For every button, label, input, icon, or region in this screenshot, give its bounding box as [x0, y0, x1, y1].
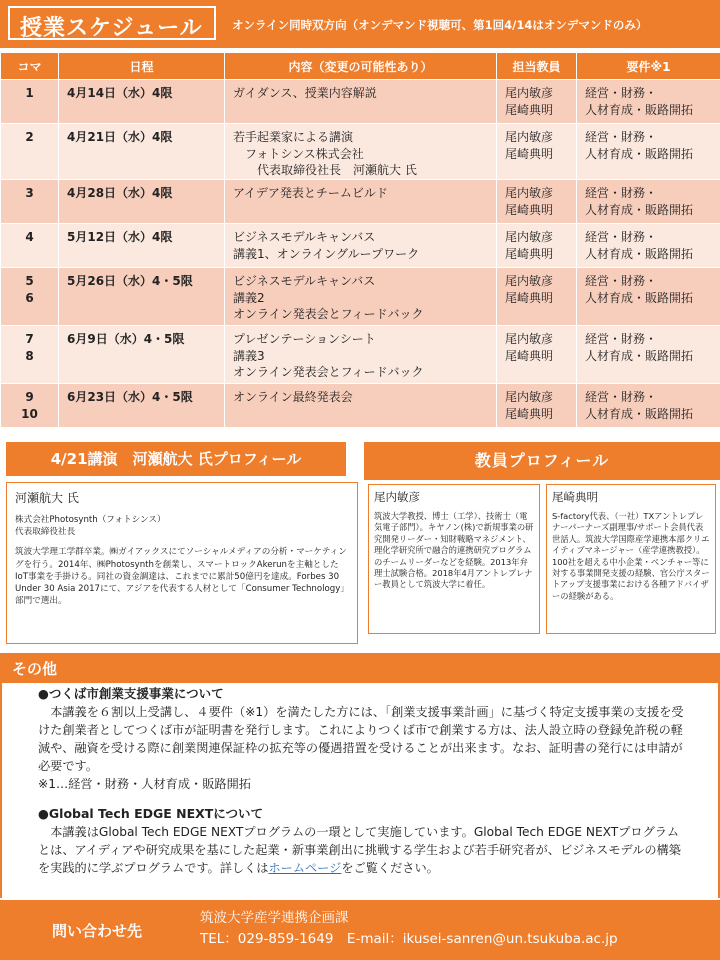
session-teacher-line: 尾内敏彦 — [505, 332, 554, 346]
session-date: 5月12日（水）4限 — [59, 224, 225, 268]
session-number-line: 3 — [25, 186, 34, 200]
session-requirements-line: 経営・財務・ — [585, 274, 658, 288]
session-content — [225, 224, 497, 268]
session-teacher-line: 尾内敏彦 — [505, 86, 554, 100]
session-teacher-line: 尾崎典明 — [505, 406, 554, 421]
column-header-content: 内容（変更の可能性あり） — [225, 53, 497, 80]
session-requirements-line: 経営・財務・ — [585, 390, 658, 404]
session-content-line: アイデア発表とチームビルド — [233, 186, 388, 200]
guest-affiliation-line-2: 代表取締役社長 — [15, 527, 76, 538]
session-teacher-line: 尾崎典明 — [505, 146, 554, 161]
column-header-teacher: 担当教員 — [497, 53, 577, 80]
session-content-line: 講義1、オンライングループワーク — [233, 246, 420, 261]
session-number — [1, 124, 59, 180]
schedule-row — [1, 224, 720, 268]
column-header-date: 日程 — [59, 53, 225, 80]
session-teacher — [497, 180, 577, 224]
session-content-line: フォトシンス株式会社 — [233, 146, 364, 161]
session-requirements — [577, 180, 720, 224]
other-section-bar — [0, 653, 720, 683]
session-requirements-line: 人材育成・販路開拓 — [585, 146, 694, 161]
session-number-line: 1 — [25, 86, 34, 100]
session-content-line: プレゼンテーションシート — [233, 332, 376, 346]
session-content — [225, 80, 497, 124]
session-requirements-line: 人材育成・販路開拓 — [585, 202, 694, 217]
session-number — [1, 268, 59, 326]
page-title-box — [8, 6, 216, 40]
homepage-link[interactable]: ホームページ — [268, 861, 342, 875]
session-teacher-line: 尾内敏彦 — [505, 130, 554, 144]
session-teacher-line: 尾崎典明 — [505, 202, 554, 217]
session-content-line: 講義3 — [233, 348, 265, 363]
session-teacher-line: 尾崎典明 — [505, 290, 554, 305]
guest-bio: 筑波大学理工学群卒業。㈱ガイアックスにてソーシャルメディアの分析・マーケティングを行う。2014年、㈱Photosynthを創業し、スマートロックAkerunを主軸としたIoT事業を手掛ける。同社の資金調達は、これまでに累計50億円を達成。Forbes 30 Under 30 Asia 2017にて、アジアを代表する人材として「Consumer Technology」部門で選出。 — [15, 547, 349, 607]
session-requirements-line: 人材育成・販路開拓 — [585, 406, 694, 421]
session-content — [225, 180, 497, 224]
session-requirements — [577, 124, 720, 180]
session-number — [1, 326, 59, 384]
faculty-name: 尾内敏彦 — [374, 490, 420, 504]
session-requirements-line: 経営・財務・ — [585, 130, 658, 144]
session-requirements-line: 経営・財務・ — [585, 86, 658, 100]
session-number-line: 9 — [25, 390, 34, 404]
session-number — [1, 224, 59, 268]
session-requirements — [577, 268, 720, 326]
session-requirements-line: 人材育成・販路開拓 — [585, 290, 694, 305]
session-teacher-line: 尾崎典明 — [505, 348, 554, 363]
session-teacher-line: 尾崎典明 — [505, 246, 554, 261]
session-requirements-line: 人材育成・販路開拓 — [585, 246, 694, 261]
session-content-line: オンライン最終発表会 — [233, 390, 353, 404]
session-number — [1, 384, 59, 428]
global-tech-body-text: 本講義はGlobal Tech EDGE NEXTプログラムの一環として実施しています。Global Tech EDGE NEXTプログラムとは、アイディアや研究成果を基にした起業・新事業創出に挑戦する学生および若手研究者が、ビジネスモデルの構築を実践的に学ぶプログラムです。詳しくは — [38, 825, 681, 875]
contact-details: TEL：029-859-1649 E-mail：ikusei-sanren@un.tsukuba.ac.jp — [200, 931, 618, 947]
session-date: 6月9日（水）4・5限 — [59, 326, 225, 384]
session-requirements-line: 経営・財務・ — [585, 332, 658, 346]
column-header-requirements: 要件※1 — [577, 53, 720, 80]
guest-affiliation-line-1: 株式会社Photosynth（フォトシンス） — [15, 515, 166, 525]
faculty-name: 尾崎典明 — [552, 490, 598, 504]
other-section-heading: その他 — [12, 660, 58, 678]
session-teacher-line: 尾内敏彦 — [505, 390, 554, 404]
session-requirements-line: 経営・財務・ — [585, 186, 658, 200]
session-teacher — [497, 80, 577, 124]
session-teacher-line: 尾内敏彦 — [505, 274, 554, 288]
tsukuba-support-heading: ●つくば市創業支援事業について — [38, 686, 224, 701]
session-content-line: オンライン発表会とフィードバック — [233, 307, 424, 321]
session-requirements — [577, 384, 720, 428]
session-teacher-line: 尾崎典明 — [505, 102, 554, 117]
faculty-profile-box-1 — [368, 484, 540, 634]
schedule-row — [1, 80, 720, 124]
tsukuba-support-body: 本講義を６割以上受講し、４要件（※1）を満たした方には、「創業支援事業計画」に基づく特定支援事業の支援を受けた創業者としてつくば市が証明書を発行します。これによりつくば市で創業する方は、法人設立時の登録免許税の軽減や、融資を受ける際に創業関連保証枠の拡充等の優遇措置を受けることが出来ます。なお、証明書の発行には申請が必要です。 — [38, 705, 684, 773]
faculty-profile-box-2 — [546, 484, 716, 634]
session-content — [225, 326, 497, 384]
session-number — [1, 180, 59, 224]
schedule-row — [1, 180, 720, 224]
session-teacher — [497, 384, 577, 428]
session-requirements-line: 経営・財務・ — [585, 230, 658, 244]
session-teacher — [497, 326, 577, 384]
session-date: 5月26日（水）4・5限 — [59, 268, 225, 326]
session-requirements — [577, 224, 720, 268]
session-content-line: ビジネスモデルキャンバス — [233, 274, 376, 288]
session-number-line: 8 — [25, 348, 34, 363]
session-teacher-line: 尾内敏彦 — [505, 186, 554, 200]
session-date: 6月23日（水）4・5限 — [59, 384, 225, 428]
session-content — [225, 384, 497, 428]
session-number-line: 2 — [25, 130, 34, 144]
session-content-line: オンライン発表会とフィードバック — [233, 365, 424, 379]
session-number-line: 6 — [25, 290, 34, 305]
other-section-body — [0, 683, 720, 898]
global-tech-body — [38, 823, 690, 877]
session-content — [225, 124, 497, 180]
guest-name: 河瀬航大 氏 — [15, 491, 79, 505]
session-teacher-line: 尾内敏彦 — [505, 230, 554, 244]
header-bar — [0, 0, 720, 48]
session-content-line: 若手起業家による講演 — [233, 130, 354, 144]
session-date: 4月21日（水）4限 — [59, 124, 225, 180]
session-teacher — [497, 224, 577, 268]
global-tech-body-tail: をご覧ください。 — [341, 861, 439, 875]
requirements-note: ※1…経営・財務・人材育成・販路開拓 — [38, 777, 251, 791]
guest-profile-box — [6, 482, 358, 644]
session-requirements — [577, 80, 720, 124]
session-content-line: 講義2 — [233, 290, 265, 305]
session-content-line: ガイダンス、授業内容解説 — [233, 86, 377, 100]
table-header-row — [1, 53, 720, 80]
faculty-profile-heading: 教員プロフィール — [474, 451, 610, 470]
session-teacher — [497, 124, 577, 180]
faculty-bio: 筑波大学教授、博士（工学）、技術士（電気電子部門）。キヤノン(株)で新規事業の研究開発リーダー・知財戦略マネジメント、理化学研究所で融合的連携研究プログラムのチームリーダーなどを経験。2013年弁理士試験合格。2018年4月アントレプレナー教員として筑波大学に着任。 — [374, 511, 534, 590]
page-title: 授業スケジュール — [20, 16, 203, 41]
global-tech-heading: ●Global Tech EDGE NEXTについて — [38, 806, 264, 821]
session-content — [225, 268, 497, 326]
session-content-line: 代表取締役社長 河瀬航大 氏 — [233, 163, 417, 177]
faculty-bio: S-factory代表、（一社）TXアントレプレナーパーナーズ副理事/サポート会員代表世話人。筑波大学国際産学連携本部クリエイティブマネージャー（産学連携教授）。100社を超える中小企業・ベンチャー等に対する事業開発支援の経験、官公庁スタートアップ支援事業における各種アドバイザーの経験がある。 — [552, 511, 710, 601]
session-number-line: 5 — [25, 274, 34, 288]
schedule-row — [1, 384, 720, 428]
schedule-table — [0, 52, 720, 428]
schedule-row — [1, 124, 720, 180]
faculty-profile-heading-band — [364, 442, 720, 480]
guest-profile-heading: 4/21講演 河瀬航大 氏プロフィール — [6, 442, 346, 476]
contact-label: 問い合わせ先 — [52, 922, 143, 940]
session-number-line: 4 — [25, 230, 34, 244]
contact-organization: 筑波大学産学連携企画課 — [200, 910, 349, 926]
session-number — [1, 80, 59, 124]
session-date: 4月14日（水）4限 — [59, 80, 225, 124]
session-number-line: 10 — [21, 406, 38, 421]
contact-footer — [0, 900, 720, 960]
session-content-line: ビジネスモデルキャンバス — [233, 230, 376, 244]
session-teacher — [497, 268, 577, 326]
page-subtitle: オンライン同時双方向（オンデマンド視聴可、第1回4/14はオンデマンドのみ） — [232, 18, 648, 32]
session-date: 4月28日（水）4限 — [59, 180, 225, 224]
session-number-line: 7 — [25, 332, 34, 346]
column-header-koma: コマ — [1, 53, 59, 80]
session-requirements-line: 人材育成・販路開拓 — [585, 102, 694, 117]
schedule-row — [1, 326, 720, 384]
schedule-row — [1, 268, 720, 326]
session-requirements-line: 人材育成・販路開拓 — [585, 348, 694, 363]
session-requirements — [577, 326, 720, 384]
